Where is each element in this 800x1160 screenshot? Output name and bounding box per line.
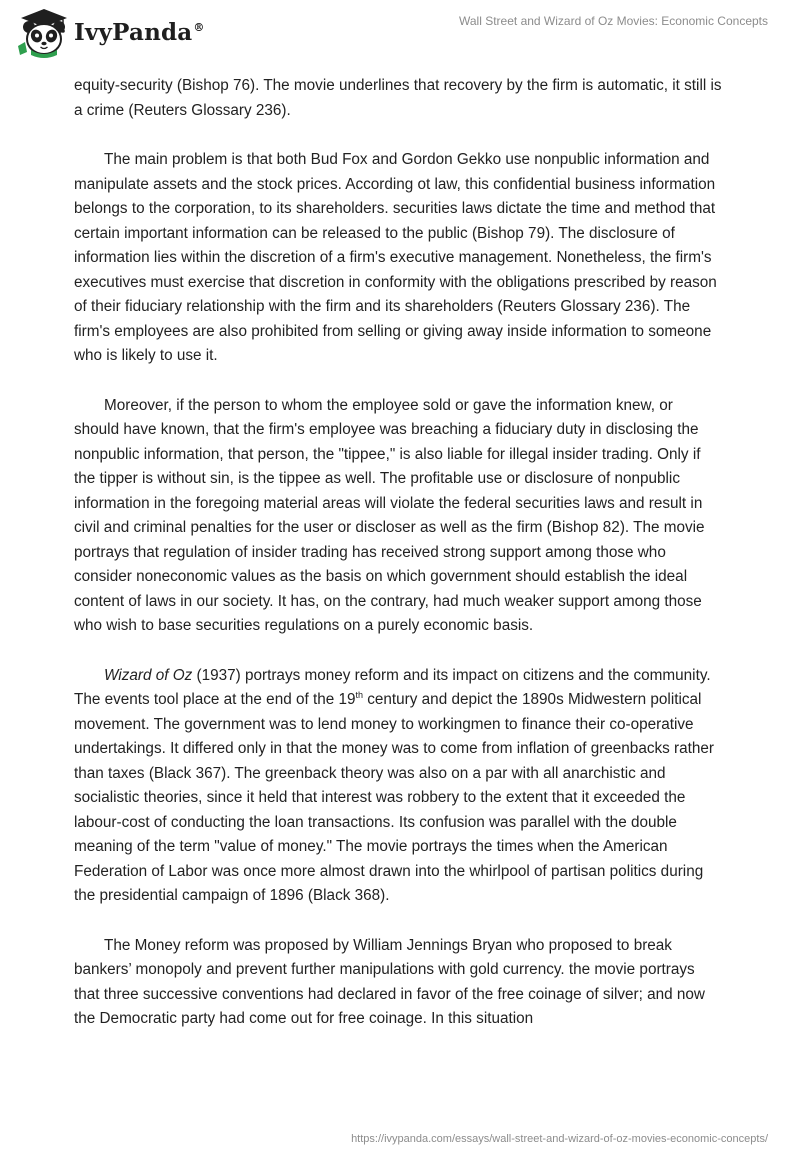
paragraph-3: Moreover, if the person to whom the employee sold or gave the information knew, or should have known, that the firm's employee was breaching a fiduciary duty in disclosing the nonpublic information, that person, the "tippee," is also liable for illegal insider trading. Only if the tipper is without sin, is the tippee as well. The profitable use or disclosure of nonpublic information in the foregoing material areas will violate the federal securities laws and result in civil and criminal penalties for the user or discloser as well as the firm (Bishop 82). The movie portrays that regulation of insider trading has received strong support among those who consider noneconomic values as the basis on which government should establish the ideal content of laws in our society. It has, on the contrary, had much weaker support among those who wish to base securities regulations on a purely economic basis. <box>74 396 705 634</box>
source-url-link[interactable]: https://ivypanda.com/essays/wall-street-and-wizard-of-oz-movies-economic-concepts/ <box>351 1133 768 1145</box>
paragraph-4-part-a: (1937) portrays money reform and its impact on citizens and the community. The events tool place at the end of the 19 <box>74 666 711 708</box>
brand-logo[interactable] <box>16 6 205 58</box>
panda-graduate-icon <box>16 6 72 58</box>
page-header <box>0 0 800 64</box>
paragraph-2: The main problem is that both Bud Fox and Gordon Gekko use nonpublic information and manipulate assets and the stock prices. According ot law, this confidential business information belongs to the corporation, to its shareholders. securities laws dictate the time and method that certain important information can be released to the public (Bishop 79). The disclosure of information lies within the discretion of a firm's executive management. Nonetheless, the firm's executives must exercise that discretion in conformity with the obligations prescribed by reason of their fiduciary relationship with the firm and its shareholders (Reuters Glossary 236). The firm's employees are also prohibited from selling or giving away inside information to someone who is likely to use it. <box>74 151 717 364</box>
paragraph-5: The Money reform was proposed by William Jennings Bryan who proposed to break bankers’ monopoly and prevent further manipulations with gold currency. the movie portrays that three successive conventions had declared in favor of the free coinage of silver; and now the Democratic party had come out for free coinage. In this situation <box>74 936 705 1027</box>
essay-body <box>74 74 722 1057</box>
document-title: Wall Street and Wizard of Oz Movies: Economic Concepts <box>459 14 768 28</box>
paragraph-4-part-b: century and depict the 1890s Midwestern political movement. The government was to lend money to workingmen to finance their co-operative undertakings. It differed only in that the money was to come from inflation of greenbacks rather than taxes (Black 367). The greenback theory was also on a par with all anarchistic and socialistic theories, since it held that interest was robbery to the extent that it exceeded the labour-cost of conducting the loan transactions. Its confusion was parallel with the double meaning of the term "value of money." The movie portrays the times when the American Federation of Labor was once more almost drawn into the whirlpool of partisan politics during the presidential campaign of 1896 (Black 368). <box>74 691 714 904</box>
paragraph-1: equity-security (Bishop 76). The movie underlines that recovery by the firm is automatic, it still is a crime (Reuters Glossary 236). <box>74 77 722 119</box>
film-title: Wizard of Oz <box>104 666 193 684</box>
ordinal-suffix: th <box>355 689 364 700</box>
paragraph-4 <box>74 664 722 909</box>
brand-name: IvyPanda® <box>74 18 205 46</box>
